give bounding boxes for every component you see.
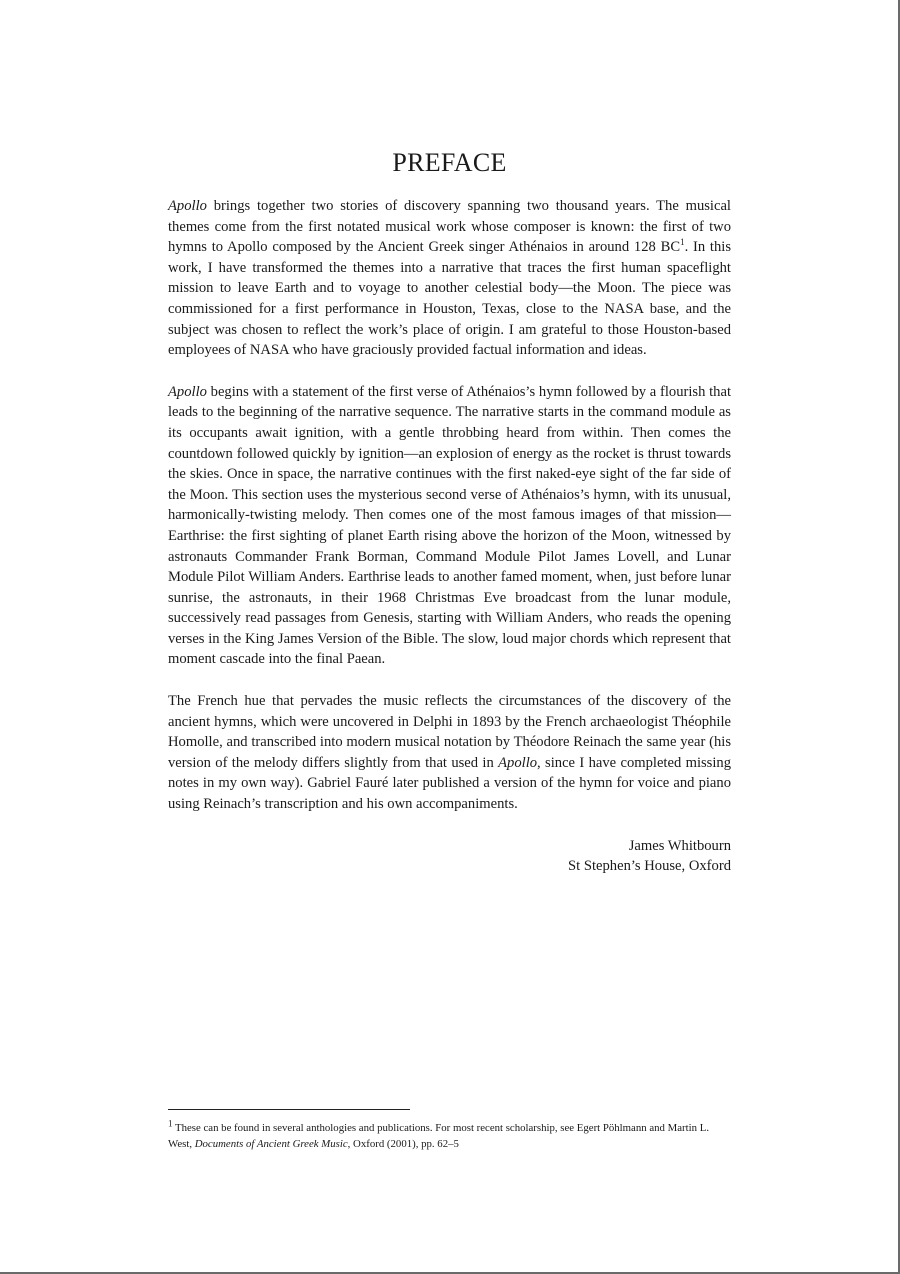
text-run: The French hue that pervades the music reflects the circumstances of the discovery of the ancient hymns, which were uncovered in Delphi in 1893 by the French archaeologist Théophile Homolle, and transcribed into modern musical notation by Théodore Reinach the same year (his version of the melody differs slightly from that used in (168, 693, 731, 771)
text-run: begins with a statement of the first verse of Athénaios’s hymn followed by a flourish that leads to the beginning of the narrative sequence. The narrative starts in the command module as its occupants await ignition, with a gentle throbbing heard from within. Then comes the countdown followed quickly by ignition—an explosion of energy as the rocket is thrust towards the skies. Once in space, the narrative continues with the first naked-eye sight of the far side of the Moon. This section uses the mysterious second verse of Athénaios’s hymn, with its unusual, harmonically-twisting melody. Then comes one of the most famous images of that mission—Earthrise: the first sighting of planet Earth rising above the horizon of the Moon, witnessed by astronauts Commander Frank Borman, Command Module Pilot James Lovell, and Lunar Module Pilot William Anders. Earthrise leads to another famed moment, when, just before lunar sunrise, the astronauts, in their 1968 Christmas Eve broadcast from the lunar module, successively read passages from Genesis, starting with William Anders, who reads the opening verses in the King James Version of the Bible. The slow, loud major chords which represent that moment cascade into the final Paean. (168, 383, 731, 668)
body-paragraph (168, 196, 731, 361)
signature-place: St Stephen’s House, Oxford (568, 858, 731, 875)
text-run: , Oxford (2001), pp. 62–5 (347, 1137, 459, 1150)
body-paragraph (168, 691, 731, 815)
italic-text: Apollo (498, 754, 538, 771)
footnote-marker: 1 (680, 237, 685, 248)
footnote (168, 1118, 731, 1152)
body-paragraph (168, 382, 731, 670)
footnote-marker: 1 (168, 1118, 173, 1129)
italic-text: Apollo (168, 383, 207, 400)
signature-name: James Whitbourn (628, 837, 731, 854)
footnote-divider (168, 1109, 410, 1110)
italic-text: Apollo (168, 198, 207, 214)
page-content (168, 146, 731, 877)
text-run: , since I have completed missing notes in my own way). Gabriel Fauré later published a version of the hymn for voice and piano using Reinach’s transcription and his own accompaniments. (168, 754, 732, 813)
page-title: PREFACE (392, 148, 507, 177)
italic-text: Documents of Ancient Greek Music (194, 1137, 348, 1150)
text-run: These can be found in several anthologies and publications. For most recent scholarship, see Egert Pöhlmann and Martin L. West, (168, 1122, 710, 1150)
text-run: brings together two stories of discovery spanning two thousand years. The musical themes come from the first notated musical work whose composer is known: the first of two hymns to Apollo composed by the Ancient Greek singer Athénaios in around 128 BC (168, 198, 731, 256)
text-run: . In this work, I have transformed the themes into a narrative that traces the first human spaceflight mission to leave Earth and to voyage to another celestial body—the Moon. The piece was commissioned for a first performance in Houston, Texas, close to the NASA base, and the subject was chosen to reflect the work’s place of origin. I am grateful to those Houston-based employees of NASA who have graciously provided factual information and ideas. (168, 239, 732, 359)
signature-block (168, 836, 731, 877)
